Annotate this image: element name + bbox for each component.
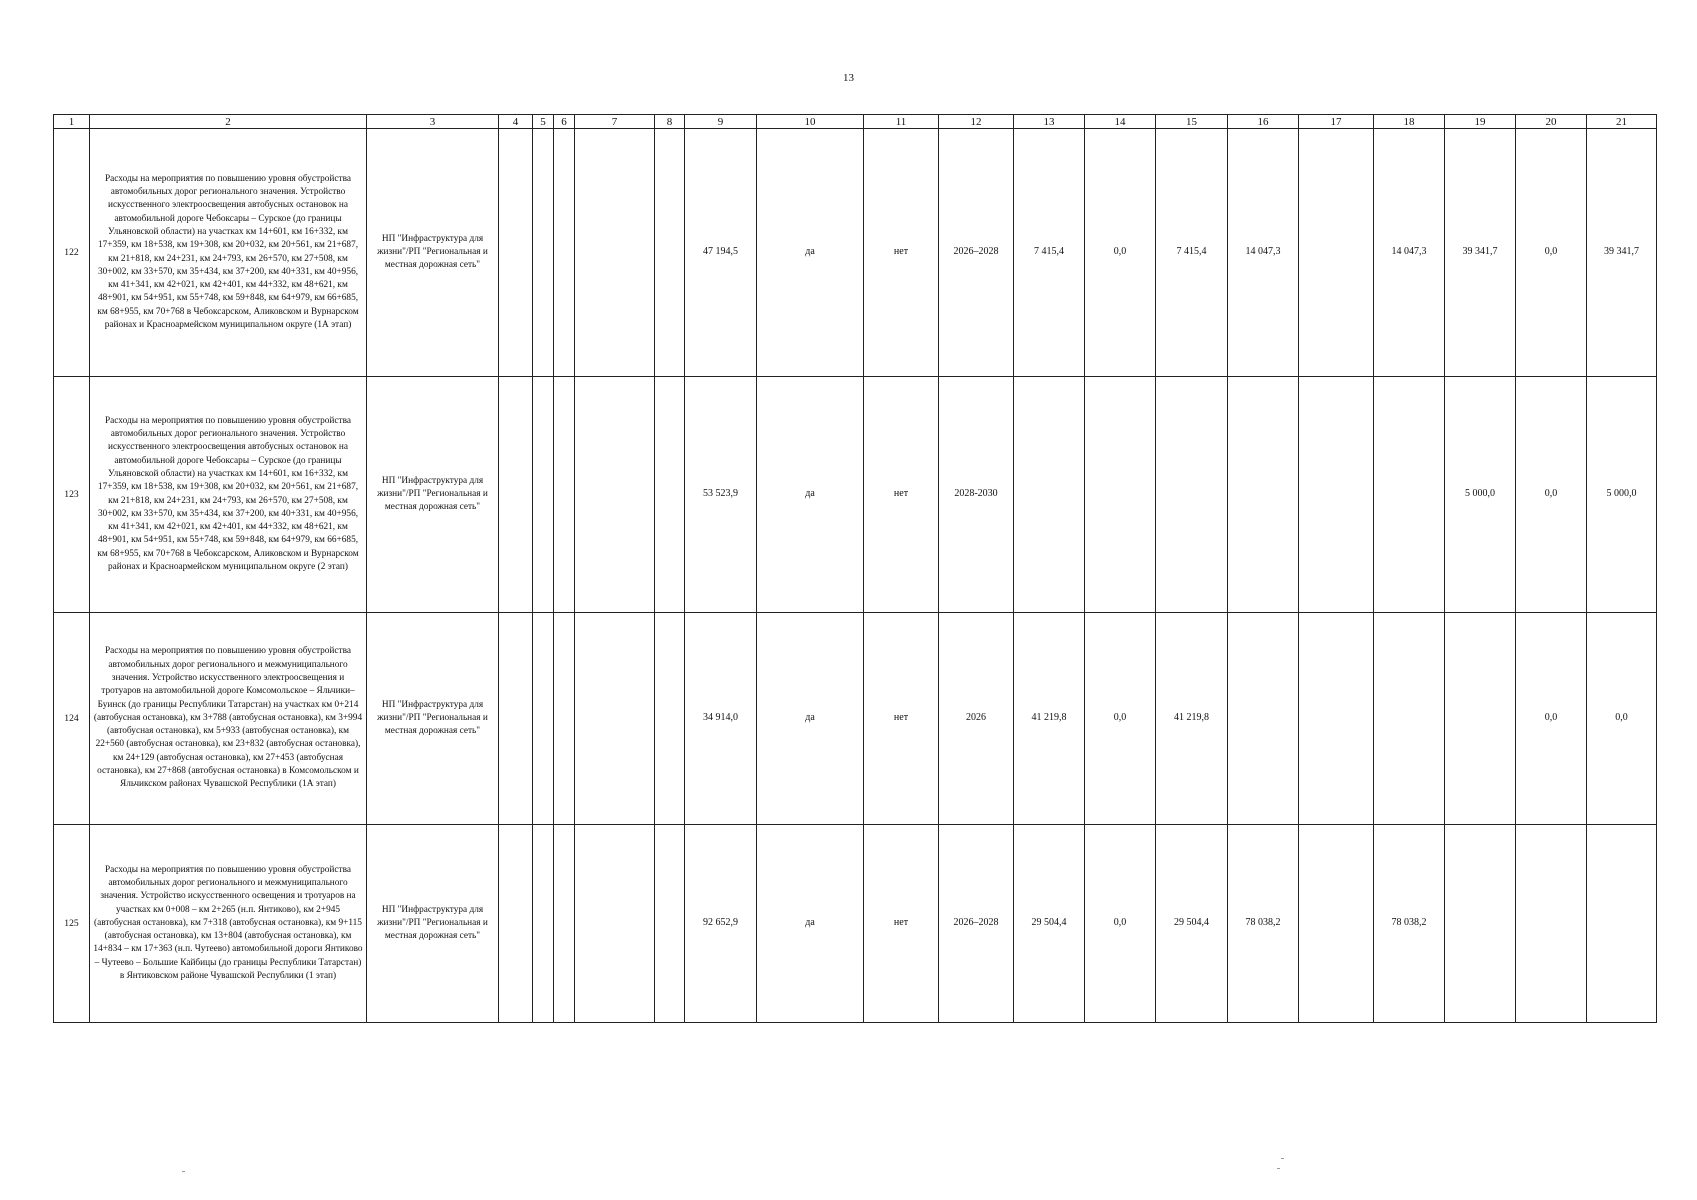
column-header: 6 [554, 115, 575, 129]
cell-col11: нет [864, 129, 939, 377]
column-header: 17 [1299, 115, 1374, 129]
column-header: 8 [655, 115, 685, 129]
column-header: 10 [757, 115, 864, 129]
cell-col17 [1299, 613, 1374, 825]
cell-col16: 14 047,3 [1228, 129, 1299, 377]
scan-speck [182, 1171, 185, 1172]
cell-col18: 14 047,3 [1374, 129, 1445, 377]
cell-col15 [1156, 377, 1228, 613]
cell-col8 [655, 129, 685, 377]
cell-col9: 92 652,9 [685, 825, 757, 1023]
row-program: НП "Инфраструктура для жизни"/РП "Региональная и местная дорожная сеть" [367, 825, 499, 1023]
row-program: НП "Инфраструктура для жизни"/РП "Региональная и местная дорожная сеть" [367, 613, 499, 825]
cell-col5 [533, 825, 554, 1023]
column-header: 20 [1516, 115, 1587, 129]
cell-col10: да [757, 129, 864, 377]
cell-col19 [1445, 825, 1516, 1023]
cell-col20: 0,0 [1516, 377, 1587, 613]
cell-col21: 0,0 [1587, 613, 1657, 825]
cell-col16: 78 038,2 [1228, 825, 1299, 1023]
column-header: 11 [864, 115, 939, 129]
row-number: 125 [54, 825, 90, 1023]
cell-col12: 2026–2028 [939, 825, 1014, 1023]
column-header: 18 [1374, 115, 1445, 129]
cell-col6 [554, 377, 575, 613]
cell-col5 [533, 129, 554, 377]
cell-col13 [1014, 377, 1085, 613]
cell-col8 [655, 613, 685, 825]
cell-col21: 5 000,0 [1587, 377, 1657, 613]
cell-col11: нет [864, 377, 939, 613]
column-header: 14 [1085, 115, 1156, 129]
scan-speck [1281, 1158, 1284, 1159]
row-description: Расходы на мероприятия по повышению уровня обустройства автомобильных дорог регионального и межмуниципального значения. Устройство искусственного освещения и тротуаров на участках км 0+008 – км 2+265 (н.п. Янтиково), км 2+945 (автобусная остановка), км 7+318 (автобусная остановка), км 9+115 (автобусная остановка), км 13+804 (автобусная остановка), км 14+834 – км 17+363 (н.п. Чутеево) автомобильной дороги Янтиково – Чутеево – Большие Кайбицы (до границы Республики Татарстан) в Янтиковском районе Чувашской Республики (1 этап) [90, 825, 367, 1023]
cell-col21: 39 341,7 [1587, 129, 1657, 377]
cell-col5 [533, 613, 554, 825]
column-header: 9 [685, 115, 757, 129]
cell-col16 [1228, 613, 1299, 825]
row-program: НП "Инфраструктура для жизни"/РП "Региональная и местная дорожная сеть" [367, 129, 499, 377]
cell-col13: 29 504,4 [1014, 825, 1085, 1023]
cell-col20: 0,0 [1516, 613, 1587, 825]
row-number: 124 [54, 613, 90, 825]
cell-col9: 47 194,5 [685, 129, 757, 377]
cell-col15: 29 504,4 [1156, 825, 1228, 1023]
column-header: 16 [1228, 115, 1299, 129]
column-header: 15 [1156, 115, 1228, 129]
cell-col7 [575, 825, 655, 1023]
cell-col4 [499, 825, 533, 1023]
column-header: 7 [575, 115, 655, 129]
cell-col18 [1374, 377, 1445, 613]
table-row [54, 129, 1657, 377]
cell-col9: 34 914,0 [685, 613, 757, 825]
cell-col7 [575, 129, 655, 377]
cell-col6 [554, 613, 575, 825]
cell-col21 [1587, 825, 1657, 1023]
cell-col17 [1299, 825, 1374, 1023]
table-row [54, 613, 1657, 825]
cell-col13: 41 219,8 [1014, 613, 1085, 825]
cell-col17 [1299, 129, 1374, 377]
column-header: 1 [54, 115, 90, 129]
column-header: 21 [1587, 115, 1657, 129]
cell-col14: 0,0 [1085, 613, 1156, 825]
cell-col16 [1228, 377, 1299, 613]
cell-col9: 53 523,9 [685, 377, 757, 613]
cell-col19: 39 341,7 [1445, 129, 1516, 377]
cell-col4 [499, 377, 533, 613]
column-header: 19 [1445, 115, 1516, 129]
row-number: 122 [54, 129, 90, 377]
cell-col4 [499, 613, 533, 825]
cell-col12: 2026–2028 [939, 129, 1014, 377]
row-description: Расходы на мероприятия по повышению уровня обустройства автомобильных дорог регионального значения. Устройство искусственного электроосвещения автобусных остановок на автомобильной дороге Чебоксары – Сурское (до границы Ульяновской области) на участках км 14+601, км 16+332, км 17+359, км 18+538, км 19+308, км 20+032, км 20+561, км 21+687, км 21+818, км 24+231, км 24+793, км 26+570, км 27+508, км 30+002, км 33+570, км 35+434, км 37+200, км 40+331, км 40+956, км 41+341, км 42+021, км 42+401, км 44+332, км 48+621, км 48+901, км 54+951, км 55+748, км 59+848, км 64+979, км 66+685, км 68+955, км 70+768 в Чебоксарском, Аликовском и Вурнарском районах и Красноармейском муниципальном округе (1А этап) [90, 129, 367, 377]
cell-col11: нет [864, 613, 939, 825]
cell-col6 [554, 129, 575, 377]
cell-col10: да [757, 377, 864, 613]
cell-col12: 2026 [939, 613, 1014, 825]
column-header: 5 [533, 115, 554, 129]
column-header: 12 [939, 115, 1014, 129]
scan-speck [1277, 1168, 1280, 1169]
column-number-row [54, 115, 1657, 129]
cell-col18 [1374, 613, 1445, 825]
cell-col6 [554, 825, 575, 1023]
cell-col14: 0,0 [1085, 129, 1156, 377]
column-header: 2 [90, 115, 367, 129]
column-header: 13 [1014, 115, 1085, 129]
cell-col7 [575, 613, 655, 825]
cell-col12: 2028-2030 [939, 377, 1014, 613]
page-number: 13 [843, 72, 854, 84]
cell-col14: 0,0 [1085, 825, 1156, 1023]
cell-col4 [499, 129, 533, 377]
cell-col5 [533, 377, 554, 613]
column-header: 4 [499, 115, 533, 129]
table-row [54, 825, 1657, 1023]
cell-col7 [575, 377, 655, 613]
column-header: 3 [367, 115, 499, 129]
table-row [54, 377, 1657, 613]
cell-col15: 7 415,4 [1156, 129, 1228, 377]
cell-col13: 7 415,4 [1014, 129, 1085, 377]
row-description: Расходы на мероприятия по повышению уровня обустройства автомобильных дорог регионального и межмуниципального значения. Устройство искусственного электроосвещения и тротуаров на автомобильной дороге Комсомольское – Яльчики– Буинск (до границы Республики Татарстан) на участках км 0+214 (автобусная остановка), км 3+788 (автобусная остановка), км 3+994 (автобусная остановка), км 5+933 (автобусная остановка), км 22+560 (автобусная остановка), км 23+832 (автобусная остановка), км 24+129 (автобусная остановка), км 27+453 (автобусная остановка), км 27+868 (автобусная остановка) в Комсомольском и Яльчикском районах Чувашской Республики (1А этап) [90, 613, 367, 825]
row-program: НП "Инфраструктура для жизни"/РП "Региональная и местная дорожная сеть" [367, 377, 499, 613]
cell-col8 [655, 377, 685, 613]
cell-col14 [1085, 377, 1156, 613]
cell-col8 [655, 825, 685, 1023]
cell-col19: 5 000,0 [1445, 377, 1516, 613]
row-description: Расходы на мероприятия по повышению уровня обустройства автомобильных дорог регионального значения. Устройство искусственного электроосвещения автобусных остановок на автомобильной дороге Чебоксары – Сурское (до границы Ульяновской области) на участках км 14+601, км 16+332, км 17+359, км 18+538, км 19+308, км 20+032, км 20+561, км 21+687, км 21+818, км 24+231, км 24+793, км 26+570, км 27+508, км 30+002, км 33+570, км 35+434, км 37+200, км 40+331, км 40+956, км 41+341, км 42+021, км 42+401, км 44+332, км 48+621, км 48+901, км 54+951, км 55+748, км 59+848, км 64+979, км 66+685, км 68+955, км 70+768 в Чебоксарском, Аликовском и Вурнарском районах и Красноармейском муниципальном округе (2 этап) [90, 377, 367, 613]
cell-col20: 0,0 [1516, 129, 1587, 377]
cell-col17 [1299, 377, 1374, 613]
cell-col19 [1445, 613, 1516, 825]
cell-col20 [1516, 825, 1587, 1023]
cell-col15: 41 219,8 [1156, 613, 1228, 825]
cell-col11: нет [864, 825, 939, 1023]
cell-col10: да [757, 613, 864, 825]
cell-col18: 78 038,2 [1374, 825, 1445, 1023]
budget-table [53, 114, 1657, 1023]
cell-col10: да [757, 825, 864, 1023]
row-number: 123 [54, 377, 90, 613]
